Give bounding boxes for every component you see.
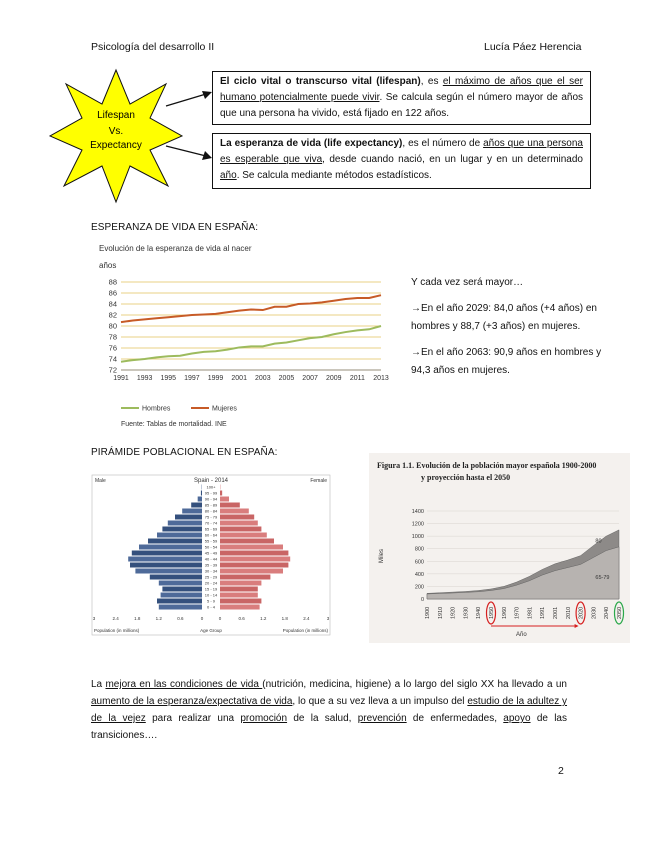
forecast-2063: →En el año 2063: 90,9 años en hombres y 94,3 años en mujeres. [411,347,602,376]
y-tick-label: 80 [108,321,117,331]
life-expectancy-term: La esperanza de vida (life expectancy) [220,138,403,149]
header-right: Lucía Páez Herencia [484,41,582,53]
conclusion-paragraph: La mejora en las condiciones de vida (nutrición, medicina, higiene) a lo largo del siglo XX ha llevado a un aumento de la esperanza/expectativa de vida, lo que a su vez lleva a un impulso del estudio de la adultez y de la vejez para realizar una promoción de la salud, prevención de enfermedades, apoyo de las transiciones…. [91,679,568,741]
female-bar [220,569,283,574]
y-tick-label: 86 [108,288,117,298]
area-annotation: 65-79 [595,574,610,581]
y-tick-label: 84 [108,299,117,309]
x-tick-label: 2001 [553,606,559,619]
forecast-2029: →En el año 2029: 84,0 años (+4 años) en hombres y 88,7 (+3 años) en mujeres. [411,303,597,332]
female-bar [220,599,261,604]
female-bar [220,497,229,502]
age-group-label: 70 - 74 [204,520,218,526]
x-tick-label: 0 [218,616,222,621]
area-chart-title-line-1: Figura 1.1. Evolución de la población mayor española 1900-2000 [377,461,597,470]
life-expectancy-key-phrase: años que una persona es esperable que viva [220,138,583,165]
page-number: 2 [558,765,564,777]
x-tick-label: 3 [92,616,96,621]
y-tick-label: 600 [414,559,424,566]
chart-title: Evolución de la esperanza de vida al nacer [99,244,252,253]
x-tick-label: 2040 [604,606,611,619]
female-bar [220,515,254,520]
male-bar [135,569,202,574]
x-tick-label: 0 [200,616,204,621]
x-tick-label: 1900 [425,606,431,619]
male-bar [175,515,202,520]
x-tick-label: 0.6 [177,616,184,621]
x-tick-label: 2005 [278,375,295,382]
pyramid-x-label-center: Age Group [200,628,222,633]
x-tick-label: 2050 [617,606,623,619]
female-bar [220,509,249,514]
lifespan-term: El ciclo vital o transcurso vital (lifespan) [220,76,421,87]
pyramid-x-label-left: Population (in millions) [94,628,140,633]
y-tick-label: 800 [414,546,424,553]
life-expectancy-definition-box: La esperanza de vida (life expectancy), es el número de años que una persona es esperable que viva, desde cuando nació, en un lugar y en un determinado año. Se calcula mediante métodos estadísticos. [212,133,591,189]
section-title-pyramid: PIRÁMIDE POBLACIONAL EN ESPAÑA: [91,447,278,458]
x-tick-label: 1.8 [281,616,288,621]
x-tick-label: 2.4 [303,616,310,621]
male-bar [198,497,202,502]
y-tick-label: 76 [108,343,117,353]
section-title-life-expectancy: ESPERANZA DE VIDA EN ESPAÑA: [91,222,259,233]
x-tick-label: 2020 [578,606,585,619]
x-tick-label: 1970 [514,606,521,619]
male-bar [182,509,202,514]
female-bar [220,557,290,562]
x-tick-label: 1960 [501,606,508,619]
male-bar [201,491,202,496]
area-annotation: 80 [595,538,602,545]
age-group-label: 75 - 79 [204,514,218,520]
x-tick-label: 1930 [463,606,470,619]
star-line-2: Vs. [108,126,124,137]
male-bar [168,521,202,526]
age-group-label: 15 - 19 [204,586,218,592]
area-chart-y-label: Miles [379,548,385,563]
area-chart-x-label: Año [516,632,527,638]
x-tick-label: 1.8 [134,616,141,621]
y-tick-label: 1000 [411,534,424,541]
x-tick-label: 1950 [489,606,495,619]
age-group-label: 50 - 54 [204,544,218,550]
x-tick-label: 2007 [302,375,318,382]
arrows [160,88,220,168]
x-tick-label: 2010 [565,606,572,619]
y-tick-label: 74 [108,354,117,364]
elderly-population-chart [369,453,630,643]
female-bar [220,581,261,586]
lifespan-key-phrase: el máximo de años que el ser humano potencialmente puede vivir [220,76,584,103]
female-bar [220,539,274,544]
male-bar [162,587,202,592]
pyramid-left-label: Male [95,478,106,484]
male-bar [191,503,202,508]
age-group-label: 5 - 9 [206,598,216,604]
x-tick-label: 2.4 [112,616,119,621]
age-group-label: 25 - 29 [204,574,218,580]
male-bar [157,599,202,604]
female-bar [220,587,258,592]
x-tick-label: 2003 [255,375,271,382]
age-group-label: 85 - 89 [204,502,218,508]
female-bar [220,545,283,550]
x-tick-label: 1981 [527,606,534,619]
y-tick-label: 1400 [411,509,424,515]
female-bar [220,563,288,568]
area-chart-title-line-2: y proyección hasta el 2050 [421,473,511,482]
male-bar [161,593,202,598]
y-tick-label: 78 [108,332,117,342]
star-line-1: Lifespan [97,110,135,121]
x-tick-label: 1.2 [155,616,162,621]
x-tick-label: 1920 [450,606,457,619]
x-tick-label: 2013 [373,375,389,382]
y-tick-label: 72 [108,365,117,375]
male-bar [148,539,202,544]
male-bar [150,575,202,580]
series-line-mujeres [121,295,381,322]
star-line-3: Expectancy [90,140,142,151]
pyramid-right-label: Female [310,478,327,484]
male-bar [157,533,202,538]
female-bar [220,503,240,508]
x-tick-label: 1.2 [260,616,267,621]
age-group-label: 90 - 94 [204,496,218,502]
x-tick-label: 1999 [207,375,224,382]
female-bar [220,551,288,556]
y-tick-label: 400 [414,571,424,578]
chart-y-label: años [99,261,117,270]
series-line-hombres [121,326,381,362]
male-bar [159,605,202,610]
y-tick-label: 88 [108,277,117,287]
legend-label: Hombres [142,405,171,413]
life-expectancy-chart [91,240,391,432]
female-bar [220,575,270,580]
x-tick-label: 1910 [437,606,444,619]
x-tick-label: 1940 [476,606,483,619]
female-bar [220,605,260,610]
age-group-label: 95 - 99 [204,490,218,496]
y-tick-label: 1200 [411,521,424,528]
female-bar [220,593,258,598]
age-group-label: 20 - 24 [204,580,218,586]
pyramid-title: Spain - 2014 [193,478,229,484]
lifespan-definition-box: El ciclo vital o transcurso vital (lifespan), es el máximo de años que el ser humano potencialmente puede vivir. Se calcula según el número mayor de años que una persona ha vivido, está fijado en 122 años. [212,71,591,125]
age-group-label: 45 - 49 [204,550,218,556]
female-bar [220,527,261,532]
female-bar [220,533,267,538]
age-group-label: 35 - 39 [204,562,218,568]
age-group-label: 100+ [206,484,216,490]
x-tick-label: 1991 [113,375,129,382]
x-tick-label: 1993 [136,375,153,382]
y-tick-label: 0 [420,597,424,603]
header-left: Psicología del desarrollo II [91,41,215,53]
age-group-label: 30 - 34 [204,568,218,574]
x-tick-label: 1995 [160,375,177,382]
male-bar [139,545,202,550]
male-bar [128,557,202,562]
x-tick-label: 1997 [184,375,200,382]
age-group-label: 40 - 44 [204,556,218,562]
female-bar [220,491,222,496]
forecast-text [411,274,611,380]
age-group-label: 0 - 4 [206,604,216,610]
pyramid-x-label-right: Population (in millions) [282,628,328,633]
population-pyramid-chart [91,474,331,636]
y-tick-label: 82 [108,310,117,320]
chart-source: Fuente: Tablas de mortalidad. INE [121,421,227,428]
x-tick-label: 2030 [591,606,598,619]
y-tick-label: 200 [414,584,424,591]
male-bar [162,527,202,532]
x-tick-label: 1991 [540,606,547,619]
age-group-label: 65 - 69 [204,526,218,532]
age-group-label: 60 - 64 [204,532,218,538]
male-bar [159,581,202,586]
forecast-intro: Y cada vez será mayor… [411,277,524,288]
age-group-label: 55 - 59 [204,538,218,544]
male-bar [130,563,202,568]
male-bar [132,551,202,556]
x-tick-label: 2001 [231,375,247,382]
female-bar [220,521,258,526]
x-tick-label: 0.6 [238,616,245,621]
legend-label: Mujeres [212,405,237,413]
age-group-label: 10 - 14 [204,592,218,598]
x-tick-label: 2011 [349,375,365,382]
age-group-label: 80 - 84 [204,508,218,514]
x-tick-label: 2009 [325,375,342,382]
x-tick-label: 3 [326,616,330,621]
